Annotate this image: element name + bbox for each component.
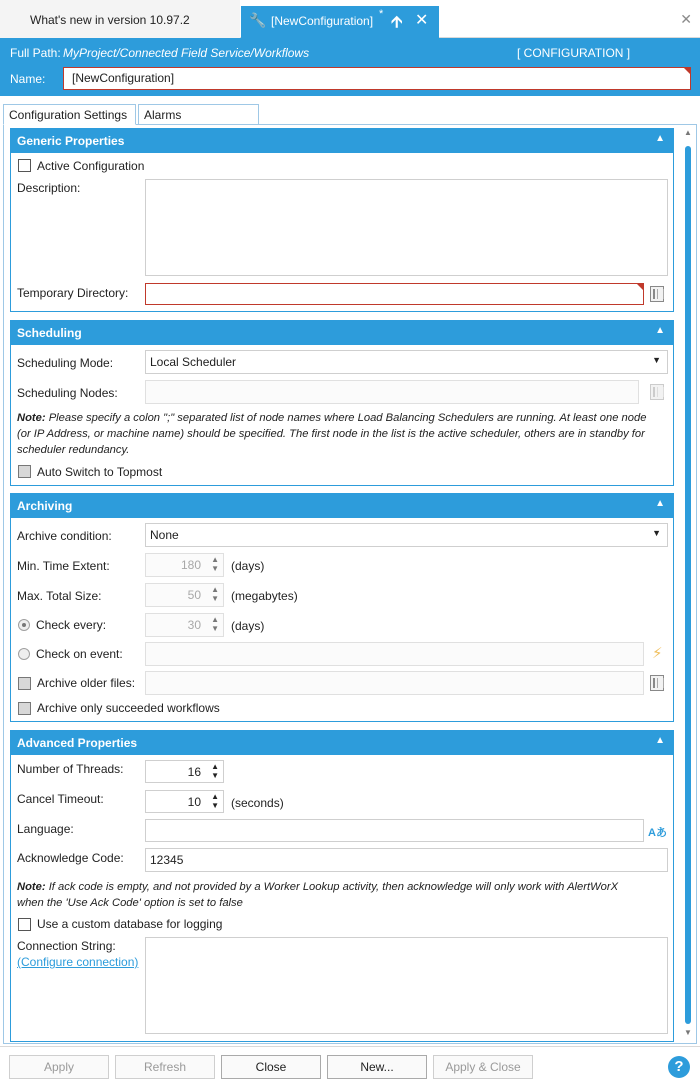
max-total-size-label: Max. Total Size:	[17, 589, 102, 603]
temporary-directory-label: Temporary Directory:	[17, 286, 129, 300]
scheduling-note	[17, 410, 673, 458]
name-label: Name:	[10, 72, 46, 86]
note-line: scheduler redundancy.	[17, 444, 130, 456]
tab-new-configuration-label: [NewConfiguration]	[271, 14, 374, 28]
acknowledge-code-input[interactable]	[145, 848, 668, 872]
cancel-timeout-label: Cancel Timeout:	[17, 792, 104, 806]
max-total-size-stepper[interactable]	[145, 583, 224, 607]
check-every-label: Check every:	[36, 618, 107, 632]
stepper-arrows-icon[interactable]: ▲ ▼	[211, 555, 219, 573]
check-on-event-input[interactable]	[145, 642, 644, 666]
section-title: Advanced Properties	[17, 736, 138, 750]
archive-condition-select[interactable]	[145, 523, 668, 547]
acknowledge-code-value: 12345	[150, 853, 184, 867]
threads-label: Number of Threads:	[17, 762, 124, 776]
section-header[interactable]	[11, 129, 673, 153]
cancel-timeout-stepper[interactable]	[145, 790, 224, 813]
note-line: Please specify a colon ";" separated list of node names where Load Balancing Schedulers are running. At least one node	[48, 412, 647, 424]
note-prefix: Note:	[17, 881, 46, 893]
custom-database-label: Use a custom database for logging	[37, 917, 223, 931]
max-total-size-unit: (megabytes)	[231, 589, 298, 603]
description-label: Description:	[17, 181, 81, 195]
language-label: Language:	[17, 822, 74, 836]
active-configuration-label: Active Configuration	[37, 159, 145, 173]
stepper-arrows-icon[interactable]: ▲ ▼	[211, 792, 219, 810]
threads-value: 16	[187, 765, 201, 779]
archiving-section	[10, 493, 674, 722]
auto-switch-checkbox[interactable]	[18, 465, 31, 478]
scroll-up-icon[interactable]: ▲	[684, 128, 692, 137]
full-path-label: Full Path:	[10, 46, 61, 60]
configure-connection-link[interactable]: (Configure connection)	[17, 955, 139, 969]
configuration-header	[0, 38, 700, 96]
min-time-extent-label: Min. Time Extent:	[17, 559, 110, 573]
scheduling-nodes-label: Scheduling Nodes:	[17, 386, 118, 400]
scheduling-section	[10, 320, 674, 486]
acknowledge-note	[17, 879, 673, 911]
stepper-arrows-icon[interactable]: ▲ ▼	[211, 762, 219, 780]
collapse-icon[interactable]: ▲	[655, 735, 665, 746]
section-title: Scheduling	[17, 326, 82, 340]
min-time-extent-stepper[interactable]	[145, 553, 224, 577]
scheduling-mode-label: Scheduling Mode:	[17, 356, 114, 370]
section-title: Generic Properties	[17, 134, 125, 148]
new-button[interactable]: New...	[327, 1055, 427, 1079]
scheduling-mode-select[interactable]	[145, 350, 668, 374]
check-every-unit: (days)	[231, 619, 265, 633]
tab-whats-new[interactable]	[0, 0, 240, 38]
check-on-event-radio[interactable]	[18, 648, 30, 660]
browse-icon[interactable]	[650, 675, 664, 691]
stepper-arrows-icon[interactable]: ▲ ▼	[211, 615, 219, 633]
modified-marker: *	[379, 8, 384, 20]
archive-succeeded-checkbox[interactable]	[18, 702, 31, 715]
custom-database-checkbox[interactable]	[18, 918, 31, 931]
validation-marker	[684, 68, 690, 74]
configuration-badge: [ CONFIGURATION ]	[517, 46, 631, 60]
archive-condition-value: None	[150, 528, 179, 542]
close-button[interactable]: Close	[221, 1055, 321, 1079]
tab-new-configuration[interactable]	[241, 6, 439, 38]
note-line: (or IP Address, or machine name) should be specified. The first node in the list is the active scheduler, others are in standby for	[17, 428, 645, 440]
acknowledge-code-label: Acknowledge Code:	[17, 851, 124, 865]
apply-button[interactable]: Apply	[9, 1055, 109, 1079]
description-textarea[interactable]	[145, 179, 668, 276]
max-total-size-value: 50	[187, 588, 201, 602]
archive-older-files-checkbox[interactable]	[18, 677, 31, 690]
check-every-value: 30	[187, 618, 201, 632]
chevron-down-icon: ▼	[652, 528, 661, 538]
min-time-extent-unit: (days)	[231, 559, 265, 573]
connection-string-textarea[interactable]	[145, 937, 668, 1034]
note-line: when the 'Use Ack Code' option is set to false	[17, 897, 243, 909]
archive-older-files-input[interactable]	[145, 671, 644, 695]
section-header[interactable]	[11, 731, 673, 755]
pin-up-icon[interactable]: 🡩	[391, 14, 403, 31]
archive-condition-label: Archive condition:	[17, 529, 112, 543]
archive-succeeded-label: Archive only succeeded workflows	[37, 701, 220, 715]
tab-configuration-settings[interactable]	[3, 104, 136, 125]
archive-older-files-label: Archive older files:	[37, 676, 136, 690]
check-every-radio[interactable]	[18, 619, 30, 631]
tab-configuration-settings-label: Configuration Settings	[9, 108, 128, 122]
collapse-icon[interactable]: ▲	[655, 325, 665, 336]
scroll-down-icon[interactable]: ▼	[684, 1028, 692, 1037]
temporary-directory-input[interactable]	[145, 283, 644, 305]
threads-stepper[interactable]	[145, 760, 224, 783]
scheduling-mode-value: Local Scheduler	[150, 355, 237, 369]
close-icon[interactable]: ✕	[680, 11, 692, 27]
check-on-event-label: Check on event:	[36, 647, 123, 661]
active-configuration-checkbox[interactable]	[18, 159, 31, 172]
tab-close-icon[interactable]: ✕	[415, 12, 429, 29]
auto-switch-label: Auto Switch to Topmost	[37, 465, 163, 479]
apply-close-button[interactable]: Apply & Close	[433, 1055, 533, 1079]
name-input[interactable]	[63, 67, 691, 90]
collapse-icon[interactable]: ▲	[655, 498, 665, 509]
tab-whats-new-label: What's new in version 10.97.2	[30, 13, 190, 27]
min-time-extent-value: 180	[180, 558, 201, 572]
validation-marker	[637, 284, 643, 290]
connection-string-label: Connection String:	[17, 939, 116, 953]
section-header[interactable]	[11, 494, 673, 518]
section-title: Archiving	[17, 499, 73, 513]
tab-alarms-subscriptions[interactable]	[138, 104, 259, 125]
note-prefix: Note:	[17, 412, 46, 424]
check-every-stepper[interactable]	[145, 613, 224, 637]
language-icon[interactable]: Aあ	[648, 827, 667, 839]
browse-icon[interactable]	[650, 384, 664, 400]
name-input-value: [NewConfiguration]	[72, 71, 175, 85]
scheduling-nodes-input[interactable]	[145, 380, 639, 404]
lightning-icon[interactable]: ⚡	[652, 645, 663, 662]
advanced-properties-section	[10, 730, 674, 1042]
chevron-down-icon: ▼	[652, 355, 661, 365]
section-header[interactable]	[11, 321, 673, 345]
wrench-icon: 🔧	[249, 12, 267, 28]
scrollbar-thumb[interactable]	[685, 146, 691, 1024]
language-input[interactable]	[145, 819, 644, 842]
full-path-value: MyProject/Connected Field Service/Workflows	[63, 46, 310, 60]
generic-properties-section	[10, 128, 674, 312]
refresh-button[interactable]: Refresh	[115, 1055, 215, 1079]
stepper-arrows-icon[interactable]: ▲ ▼	[211, 585, 219, 603]
tab-alarms-subscriptions-label: Alarms	[144, 108, 182, 122]
cancel-timeout-unit: (seconds)	[231, 796, 284, 810]
vertical-scrollbar[interactable]	[682, 128, 694, 1040]
browse-icon[interactable]	[650, 286, 664, 302]
collapse-icon[interactable]: ▲	[655, 133, 665, 144]
help-icon[interactable]: ?	[668, 1056, 690, 1078]
note-line: If ack code is empty, and not provided by a Worker Lookup activity, then acknowledge will only work with AlertWorX	[48, 881, 619, 893]
cancel-timeout-value: 10	[187, 795, 201, 809]
